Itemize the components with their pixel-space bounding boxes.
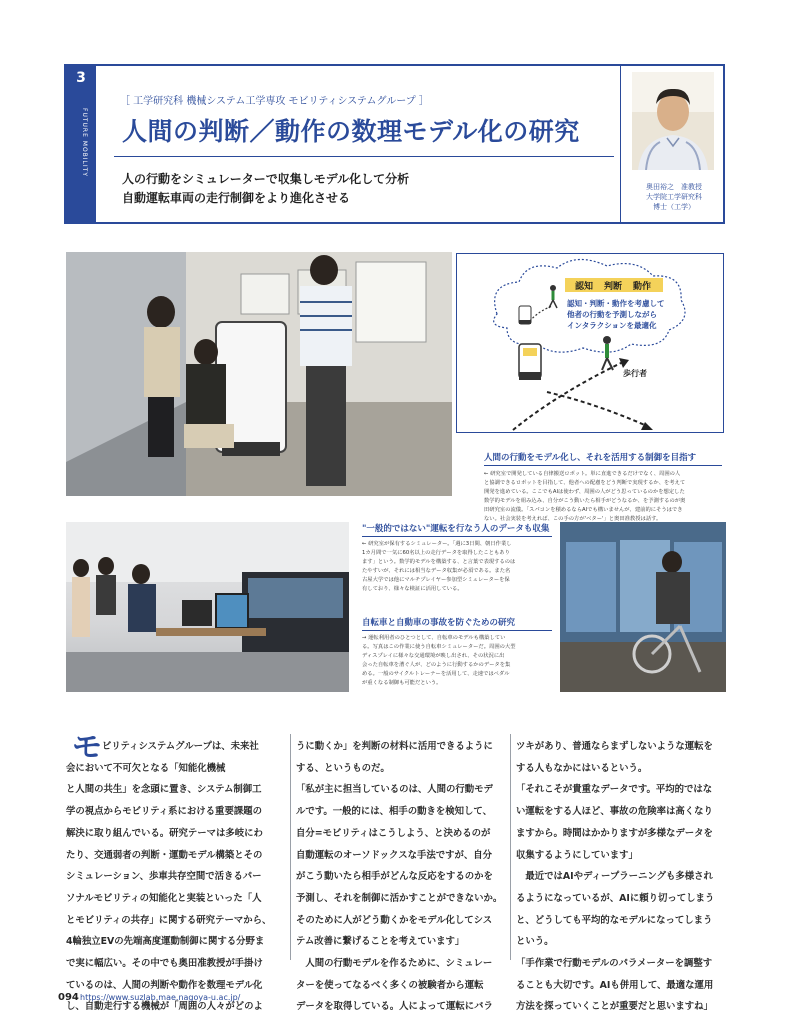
photo-driving-simulator xyxy=(66,522,349,692)
cloud-label-1: 認知 xyxy=(575,282,594,292)
body-column-1: ビリティシステムグループは、未来社 会において不可欠となる「知能化機械 と人間の共生」を念頭に置き、システム制御工 学の視点からモビリティ系における重要課題の 解決に取り組んでいる。研究テーマは多岐にわ たり、交通弱者の判断・運動モデル構築とその シミュレーション、歩車共存空間で活きるパー ソナルモビリティの知能化と実装といった「人 とモビリティの共存」に関する研究テーマから、 4輪独立EVの先端高度運動制御に関する分野ま で実に幅広い。その中でも奥田准教授が手掛け ているのは、人間の判断や動作を数理モデル化 し、自動走行する機械が「周囲の人々がどのよ xyxy=(66,741,272,1013)
caption-3-rule xyxy=(362,630,552,631)
caption-2-body: ← 研究室が保有するシミュレーター。「週に3日間、朝日作業し 1カ月間で一気に60名以上の走行データを取得したこともあり ます」という。数学的モデルを構築する、と言葉で表現するのは たやすいが、それには相当なデータ収集が必須である。また名 古屋大学では他にマルチプレイヤー参加型シミュレーターを保 有しており、様々な検証に活用している。 xyxy=(362,541,516,592)
mini-robot-icon xyxy=(519,306,531,324)
concept-illustration xyxy=(456,253,724,433)
page-number: 094 xyxy=(58,992,79,1003)
cloud-text-3: インタラクションを最適化 xyxy=(567,321,657,330)
subtitle-line-1: 人の行動をシミュレーターで収集しモデル化して分析 xyxy=(122,172,410,186)
cloud-label-3: 動作 xyxy=(633,282,652,292)
section-number: 3 xyxy=(76,70,86,86)
photo-robot-lab xyxy=(66,252,452,496)
professor-affiliation: 大学院工学研究科 xyxy=(646,193,702,201)
header-divider xyxy=(620,66,621,222)
caption-1-rule xyxy=(484,465,722,466)
article-title: 人間の判断／動作の数理モデル化の研究 xyxy=(122,117,580,146)
caption-3-title: 自転車と自動車の事故を防ぐための研究 xyxy=(362,618,516,628)
robot-icon xyxy=(519,344,541,380)
subtitle-line-2: 自動運転車両の走行制御をより進化させる xyxy=(122,191,351,205)
column-divider-2 xyxy=(510,734,511,960)
photo-bicycle-simulator xyxy=(560,522,726,692)
pedestrian-label: 歩行者 xyxy=(623,369,647,378)
caption-2-title: "一般的ではない"運転を行なう人のデータも収集 xyxy=(362,524,550,534)
department-label: ［ 工学研究科 機械システム工学専攻 モビリティシステムグループ ］ xyxy=(120,96,429,107)
cloud-text-2: 他者の行動を予測しながら xyxy=(567,310,657,319)
cloud-text-1: 認知・判断・動作を考慮して xyxy=(567,299,665,308)
caption-3-body: → 運転利用者のひとつとして、自転車のモデルも構築してい る。写真はこの作業に使う自転車シミュレーターだ。周囲の大型 ディスプレイに様々な交通環境が映し出され、その状況に出 会った自転車を漕ぐ人が、どのように行動するかのデータを集 める。一般のサイクルトレーナーを活用して、走速ではペダル が重くなる制御も可能だという。 xyxy=(362,635,516,686)
caption-1-title: 人間の行動をモデル化し、それを活用する制御を目指す xyxy=(484,453,697,463)
body-column-3: ツキがあり、普通ならまずしないような運転を する人もなかにはいるという。 「それこそが貴重なデータです。平均的ではな い運転をする人ほど、事故の危険率は高くなり ますから。時間はかかりますが多様なデータを 収集するようにしています」 最近ではAIやディープラーニングも多様され るようになっているが、AIに頼り切ってしまう と、どうしても平均的なモデルになってしまう という。 「手作業で行動モデルのパラメーターを調整す ることも大切です。AIも併用して、最適な運用 方法を探っていくことが重要だと思いますね」 xyxy=(516,741,715,1013)
professor-degree: 博士（工学） xyxy=(653,203,695,211)
footer-link[interactable]: https://www.suzlab.mae.nagoya-u.ac.jp/ xyxy=(80,993,241,1002)
professor-name: 奥田裕之 准教授 xyxy=(646,183,702,191)
caption-2-rule xyxy=(362,536,552,537)
body-column-2: うに動くか」を判断の材料に活用できるように する、というものだ。 「私が主に担当しているのは、人間の行動モデ ルです。一般的には、相手の動きを検知して、 自分=モビリティはこうしよう、と決めるのが 自動運転のオーソドックスな手法ですが、自分 がこう動いたら相手がどんな反応をするのかを 予測し、それを制御に活かすことができないか。 そのために人がどう動くかをモデル化してシス テム改善に繋げることを考えています」 人間の行動モデルを作るために、シミュレー ターを使ってなるべく多くの被験者から運転 データを取得している。人によって運転にバラ xyxy=(296,741,503,1013)
title-rule xyxy=(114,156,614,157)
cloud-label-2: 判断 xyxy=(604,282,623,292)
professor-portrait xyxy=(632,72,714,170)
vertical-section-label: FUTURE MOBILITY xyxy=(81,108,88,177)
drop-cap: モ xyxy=(72,730,102,765)
column-divider-1 xyxy=(290,734,291,960)
caption-1-body: ← 研究室で開発している自律搬送ロボット。単に直進できるだけでなく、周囲の人 と協調できるロボットを目指して、他者への配慮をどう判断で実現するか、を考えて 開発を進めている。ここでもAIは使わず、周囲の人がどう思っているのかを想定した 数学的モデルを組み込み、自分がこう動いたら相手がどうなるか、を予測するのが奥 田研究室の流儀。「スパコンを積めるならAIでも構いませんが、建前的にそうはでき ない。社会実装を考えれば、この手の方が'ベター'」と奥田准教授は話す。 xyxy=(484,471,686,522)
